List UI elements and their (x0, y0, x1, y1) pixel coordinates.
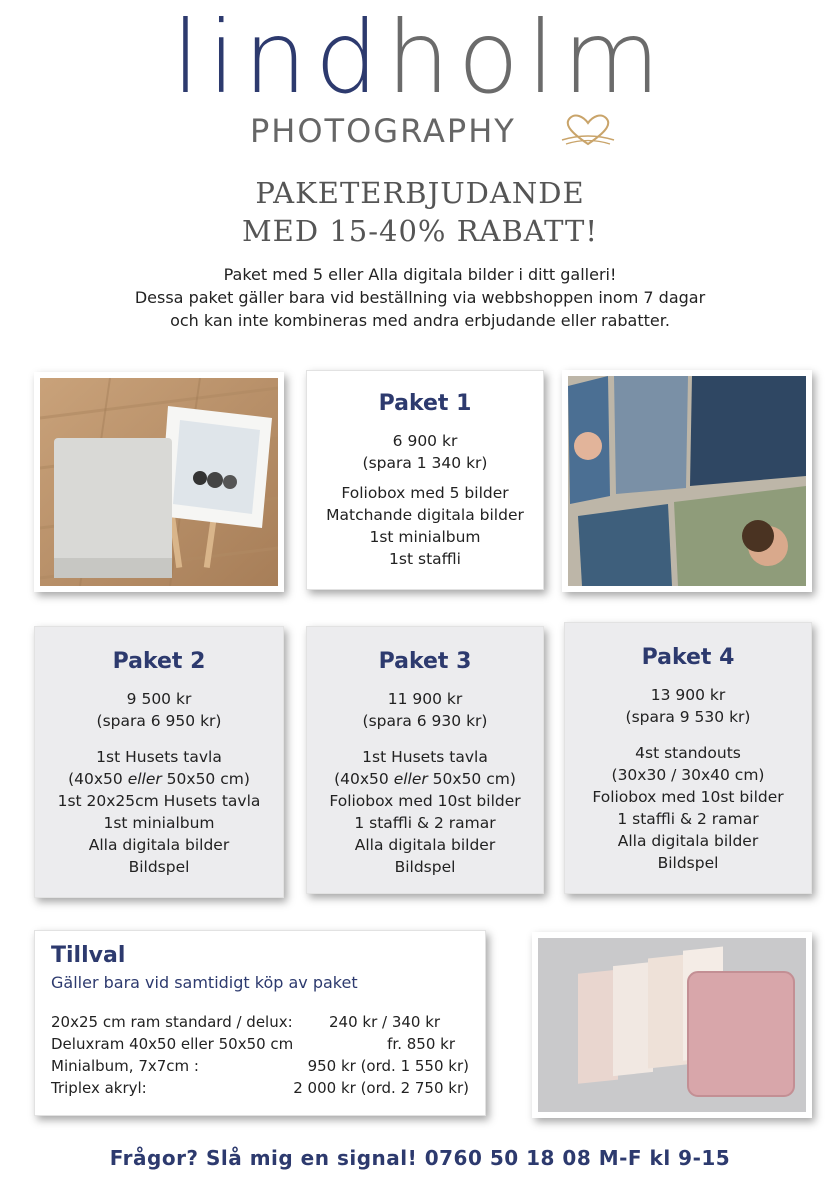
package-card-2[interactable] (34, 626, 284, 898)
wall-canvas-photo (562, 370, 812, 592)
size-or-text: eller (127, 770, 162, 788)
minialbum-photo (532, 932, 812, 1118)
package-2-item (35, 768, 283, 790)
tillval-title: Tillval (51, 943, 126, 968)
package-1-item: 1st staffli (389, 550, 461, 568)
package-4-item: Foliobox med 10st bilder (592, 788, 784, 806)
size-text: 50x50 cm) (427, 770, 516, 788)
intro-line1: Paket med 5 eller Alla digitala bilder i ditt galleri! (223, 265, 617, 284)
minialbum-image (538, 938, 806, 1112)
tillval-card (34, 930, 486, 1116)
package-1-title: Paket 1 (378, 391, 472, 416)
size-text: (40x50 (334, 770, 394, 788)
package-2-price: 9 500 kr (126, 690, 192, 708)
package-2-item: 1st 20x25cm Husets tavla (57, 792, 261, 810)
package-2-item: Alla digitala bilder (88, 836, 230, 854)
package-3-item: Foliobox med 10st bilder (329, 792, 521, 810)
size-text: (40x50 (68, 770, 128, 788)
logo-wordmark (0, 0, 840, 116)
package-3-item: Bildspel (394, 858, 456, 876)
package-4-item: 1 staffli & 2 ramar (617, 810, 759, 828)
contact-footer: Frågor? Slå mig en signal! 0760 50 18 08 M-F kl 9-15 (109, 1146, 731, 1170)
package-1-item: Foliobox med 5 bilder (341, 484, 509, 502)
foliobox-image (40, 378, 278, 586)
package-3-item: Alla digitala bilder (354, 836, 496, 854)
wall-canvas-image (568, 376, 806, 586)
package-1-item: Matchande digitala bilder (326, 506, 524, 524)
tillval-label: Deluxram 40x50 eller 50x50 cm (51, 1035, 294, 1053)
foliobox-photo (34, 372, 284, 592)
package-4-item: Bildspel (657, 854, 719, 872)
package-2-save: (spara 6 950 kr) (96, 712, 222, 730)
intro-line3: och kan inte kombineras med andra erbjudande eller rabatter. (170, 311, 670, 330)
package-4-price: 13 900 kr (650, 686, 726, 704)
tillval-price: fr. 850 kr (387, 1035, 455, 1053)
package-card-4[interactable] (564, 622, 812, 894)
headline-line1: PAKETERBJUDANDE (255, 176, 585, 210)
package-3-details (307, 688, 543, 878)
package-1-details (307, 430, 543, 570)
package-2-title: Paket 2 (112, 649, 206, 674)
intro-text (0, 263, 840, 332)
logo-subtitle: PHOTOGRAPHY (250, 112, 516, 150)
package-1-save: (spara 1 340 kr) (362, 454, 488, 472)
tillval-label: 20x25 cm ram standard / delux: (51, 1013, 293, 1031)
logo-part-holm: holm (386, 0, 669, 116)
package-4-details (565, 684, 811, 874)
size-or-text: eller (393, 770, 428, 788)
package-3-item (307, 768, 543, 790)
tillval-price: 950 kr (ord. 1 550 kr) (307, 1057, 469, 1075)
tillval-subtitle: Gäller bara vid samtidigt köp av paket (51, 973, 358, 992)
package-3-title: Paket 3 (378, 649, 472, 674)
intro-line2: Dessa paket gäller bara vid beställning via webbshoppen inom 7 dagar (134, 288, 706, 307)
heart-logo-icon (560, 110, 616, 150)
package-1-price: 6 900 kr (392, 432, 458, 450)
package-3-item: 1 staffli & 2 ramar (354, 814, 496, 832)
tillval-label: Minialbum, 7x7cm : (51, 1057, 199, 1075)
tillval-price: 2 000 kr (ord. 2 750 kr) (293, 1079, 469, 1097)
package-card-1[interactable] (306, 370, 544, 590)
package-3-item: 1st Husets tavla (362, 748, 488, 766)
package-1-item: 1st minialbum (369, 528, 481, 546)
package-4-save: (spara 9 530 kr) (625, 708, 751, 726)
logo-part-lind: lind (171, 0, 387, 116)
package-2-item: 1st Husets tavla (96, 748, 222, 766)
tillval-price: 240 kr / 340 kr (329, 1013, 441, 1031)
package-3-save: (spara 6 930 kr) (362, 712, 488, 730)
package-card-3[interactable] (306, 626, 544, 894)
tillval-row (51, 1079, 469, 1097)
package-4-item: 4st standouts (635, 744, 741, 762)
package-2-item: 1st minialbum (103, 814, 215, 832)
tillval-row (51, 1035, 455, 1053)
package-4-title: Paket 4 (641, 645, 735, 670)
package-4-item: (30x30 / 30x40 cm) (611, 766, 765, 784)
package-2-details (35, 688, 283, 878)
headline-line2: MED 15-40% RABATT! (241, 214, 599, 248)
tillval-label: Triplex akryl: (51, 1079, 147, 1097)
package-3-price: 11 900 kr (387, 690, 463, 708)
package-4-item: Alla digitala bilder (617, 832, 759, 850)
package-2-item: Bildspel (128, 858, 190, 876)
size-text: 50x50 cm) (161, 770, 250, 788)
tillval-row (51, 1013, 440, 1031)
tillval-row (51, 1057, 469, 1075)
